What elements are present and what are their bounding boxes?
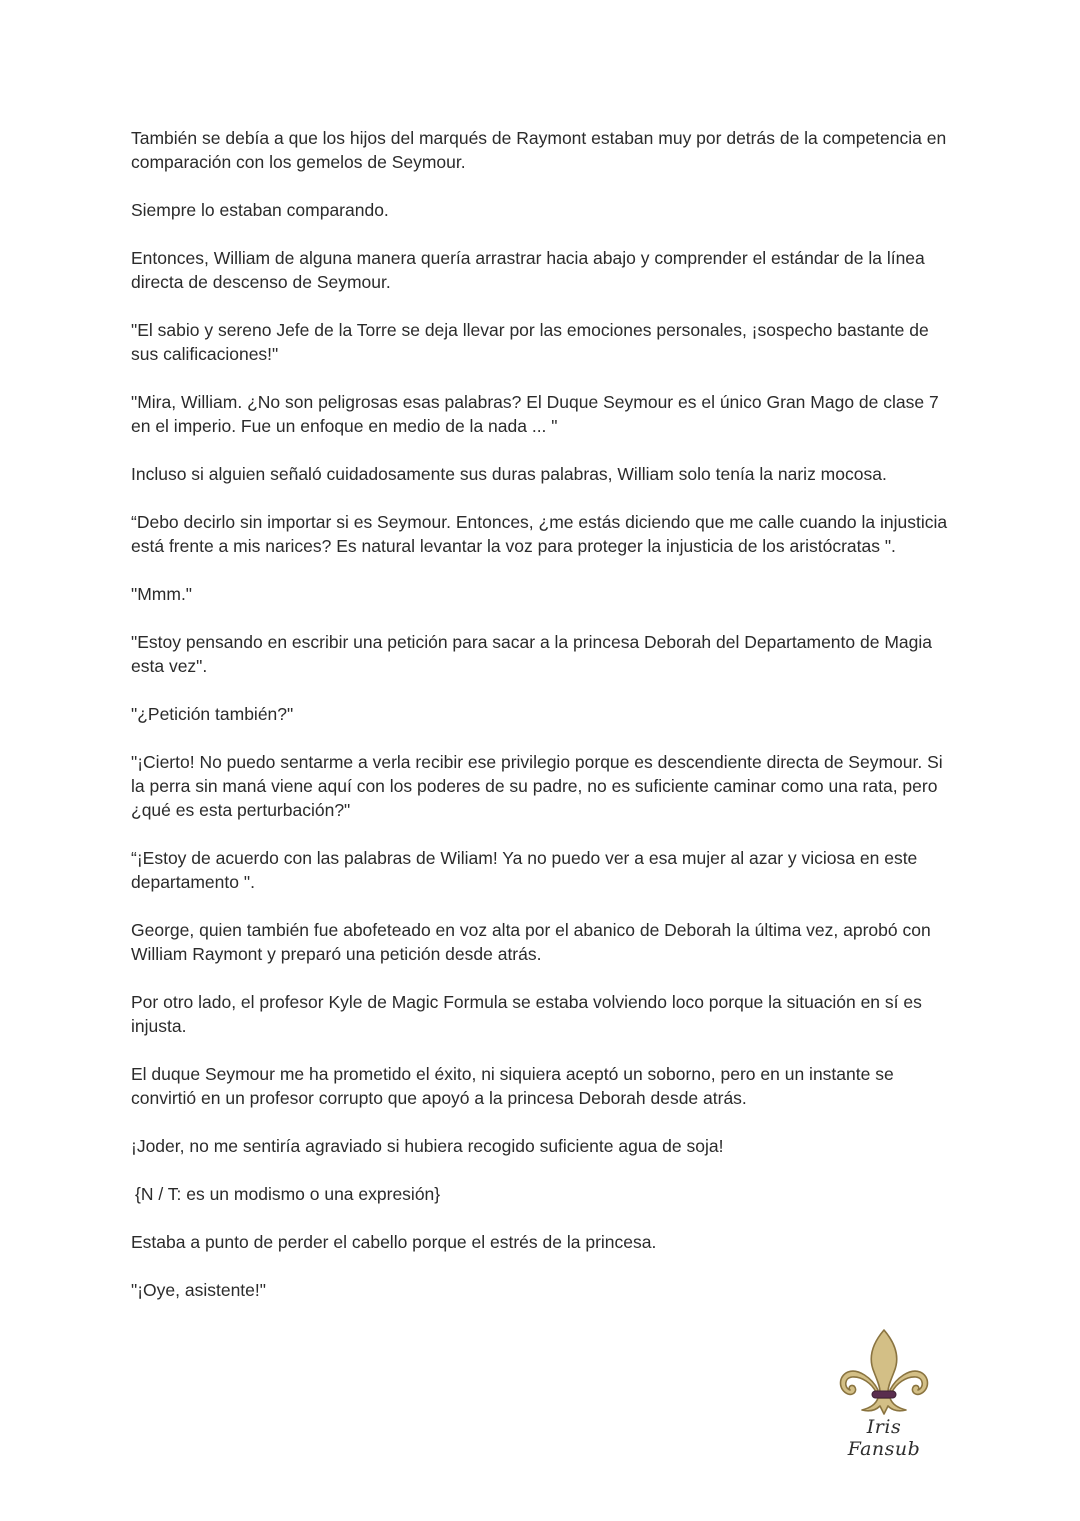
paragraph: Por otro lado, el profesor Kyle de Magic Formula se estaba volviendo loco porque la situación en sí es injusta. [131, 992, 927, 1036]
paragraph: "Estoy pensando en escribir una petición para sacar a la princesa Deborah del Departamento de Magia esta vez". [131, 632, 937, 676]
paragraph: ¡Joder, no me sentiría agraviado si hubiera recogido suficiente agua de soja! [131, 1136, 724, 1156]
paragraph: Siempre lo estaban comparando. [131, 200, 389, 220]
logo-text: Iris Fansub [847, 1416, 921, 1460]
paragraph: "¡Cierto! No puedo sentarme a verla recibir ese privilegio porque es descendiente directa de Seymour. Si la perra sin maná viene aquí con los poderes de su padre, no es suficiente caminar como una rata, pero ¿qué es esta perturbación?" [131, 752, 948, 820]
paragraph: George, quien también fue abofeteado en voz alta por el abanico de Deborah la última vez, aprobó con William Raymont y preparó una petición desde atrás. [131, 920, 936, 964]
paragraph: Incluso si alguien señaló cuidadosamente sus duras palabras, William solo tenía la nariz mocosa. [131, 464, 887, 484]
paragraph: "¿Petición también?" [131, 704, 294, 724]
paragraph: “Debo decirlo sin importar si es Seymour. Entonces, ¿me estás diciendo que me calle cuando la injusticia está frente a mis narices? Es natural levantar la voz para proteger la injusticia de los aristócratas ". [131, 512, 952, 556]
paragraph: "¡Oye, asistente!" [131, 1280, 266, 1300]
paragraph: El duque Seymour me ha prometido el éxito, ni siquiera aceptó un soborno, pero en un instante se convirtió en un profesor corrupto que apoyó a la princesa Deborah desde atrás. [131, 1064, 899, 1108]
paragraph: Entonces, William de alguna manera quería arrastrar hacia abajo y comprender el estándar de la línea directa de descenso de Seymour. [131, 248, 930, 292]
paragraph: "Mira, William. ¿No son peligrosas esas palabras? El Duque Seymour es el único Gran Mago de clase 7 en el imperio. Fue un enfoque en medio de la nada ... " [131, 392, 944, 436]
paragraph: También se debía a que los hijos del marqués de Raymont estaban muy por detrás de la competencia en comparación con los gemelos de Seymour. [131, 128, 952, 172]
fleur-de-lis-icon [832, 1328, 936, 1418]
paragraph: Estaba a punto de perder el cabello porque el estrés de la princesa. [131, 1232, 657, 1252]
paragraph: "Mmm." [131, 584, 193, 604]
iris-fansub-logo [832, 1328, 936, 1460]
translator-note: {N / T: es un modismo o una expresión} [135, 1184, 441, 1204]
document-body [131, 126, 956, 1326]
paragraph: "El sabio y sereno Jefe de la Torre se deja llevar por las emociones personales, ¡sospecho bastante de sus calificaciones!" [131, 320, 934, 364]
paragraph: “¡Estoy de acuerdo con las palabras de Wiliam! Ya no puedo ver a esa mujer al azar y viciosa en este departamento ". [131, 848, 923, 892]
